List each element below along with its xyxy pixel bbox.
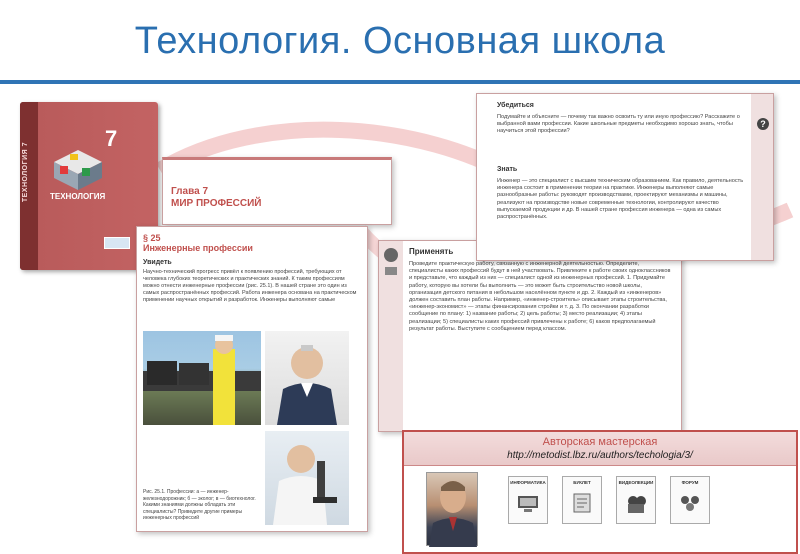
cube-logo-icon	[52, 148, 104, 192]
computer-icon	[516, 490, 540, 516]
apply-page	[378, 240, 682, 432]
question-icon: ?	[757, 118, 769, 130]
tile-label: ФОРУМ	[681, 480, 699, 485]
photo-biotechnologist	[265, 431, 349, 525]
know-heading: Знать	[497, 166, 518, 173]
check-body: Подумайте и объясните — почему так важно освоить ту или иную профессию? Расскажите о выбранной вами профессии. Какие школьные предметы необходимо хорошо знать, чтобы научиться этой профессии?	[497, 114, 740, 135]
publisher-logo	[104, 237, 130, 249]
section-body: Научно-технический прогресс привёл к появлению профессий, требующих от человека глубоких теоретических и практических знаний. К таким профессиям можно отнести инженерные профессии (рис. 25.1). В нашей стране это один из самых распространённых профессий. Работа инженера основана на практическом применении научных открытий и разработок. Инженеры выполняют самые	[143, 269, 357, 303]
workshop-link[interactable]: http://metodist.lbz.ru/authors/techologia/3/	[507, 450, 693, 461]
forum-icon	[678, 490, 702, 516]
workshop-title: Авторская мастерская	[542, 436, 658, 448]
section-subhead: Увидеть	[143, 259, 172, 266]
tile-label: ИНФОРМАТИКА	[510, 480, 546, 485]
check-page	[476, 93, 774, 261]
page-margin	[379, 241, 403, 432]
figure-caption: Рис. 25.1. Профессии: а — инженер-железнодорожник; б — эколог; в — биотехнолог. Какими знаниями должны обладать эти специалисты? Приведите другие примеры инженерных профессий	[143, 489, 256, 521]
task-icon	[379, 241, 403, 281]
tile-video-lectures[interactable]	[616, 476, 656, 524]
tile-label: ВИДЕОЛЕКЦИИ	[618, 480, 654, 485]
booklet-icon	[570, 490, 594, 516]
book-title: ТЕХНОЛОГИЯ	[50, 192, 106, 201]
chapter-page	[162, 157, 392, 225]
photo-railway-engineer	[143, 331, 261, 425]
tile-forum[interactable]	[670, 476, 710, 524]
slide-title: Технология. Основная школа	[134, 20, 666, 62]
book-spine	[20, 102, 38, 270]
apply-body: Проведите практическую работу, связанную с инженерной деятельностью. Определите, специалисты каких профессий будут в ней участвовать. Привлеките к работе своих одноклассников и представьте, что каждый из них — специалист одной из инженерных профессий. 1. Придумайте работу, которую вы хотели бы выполнить — это может быть строительство новой школы, организация детского питания в небольшом населённом пункте и др. 2. Каждый из «инженеров» должен составить план работы. Например, «инженер-строитель» описывает этапы строительства, «инженер-экономист» — этапы финансирования стройки и т. д. 3. По окончании разработки сообщение по плану: 1) название работы; 2) цель работы; 3) место реализации; 4) этапы реализации; 5) специалисты каких профессий привлечены к работе; 6) каков предполагаемый результат работы. Выступите с сообщением перед классом.	[409, 261, 671, 332]
apply-heading: Применять	[409, 247, 454, 256]
workshop-tiles	[508, 476, 710, 524]
section-number: § 25	[143, 233, 161, 243]
tile-booklet[interactable]	[562, 476, 602, 524]
chapter-name: МИР ПРОФЕССИЙ	[171, 198, 262, 209]
author-photo	[426, 472, 478, 546]
check-heading: Убедиться	[497, 102, 534, 109]
book-grade: 7	[105, 126, 118, 151]
author-workshop-panel	[402, 430, 798, 554]
section-title: Инженерные профессии	[143, 243, 253, 253]
book-spine-text: ТЕХНОЛОГИЯ 7	[22, 142, 29, 203]
chapter-label: Глава 7	[171, 186, 209, 197]
photo-ecologist	[265, 331, 349, 425]
video-icon	[624, 490, 648, 516]
know-body: Инженер — это специалист с высшим техническим образованием. Как правило, деятельность инженера состоит в применении теории на практике. Инженеры выполняют самые разнообразные работы: руководят производствами, проектируют механизмы и машины, реализуют на производстве новые современные технологии, контролируют качество выпускаемой продукции и др. В нашей стране профессия инженера — одна из самых распространённых.	[497, 178, 744, 221]
workshop-body	[404, 466, 796, 552]
workshop-header	[404, 432, 796, 466]
tile-informatics[interactable]	[508, 476, 548, 524]
section-page	[136, 226, 368, 532]
tile-label: БУКЛЕТ	[573, 480, 591, 485]
